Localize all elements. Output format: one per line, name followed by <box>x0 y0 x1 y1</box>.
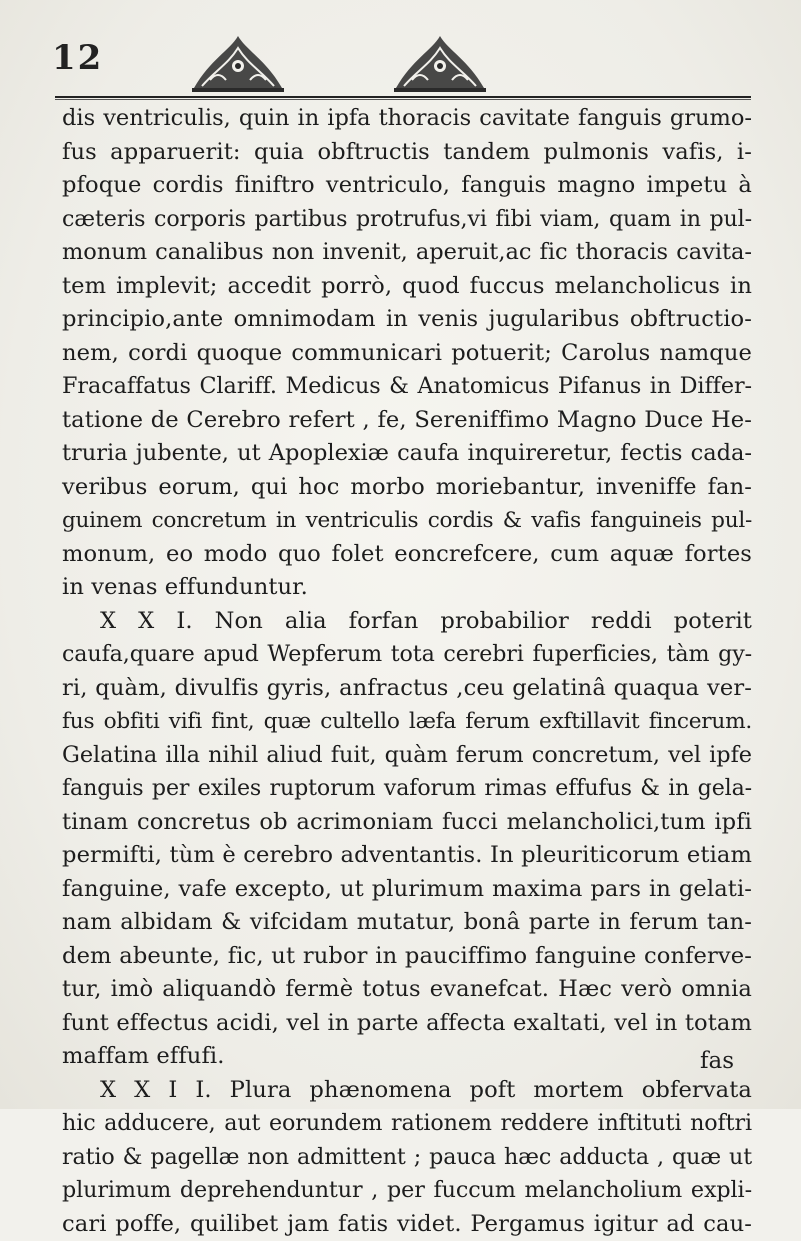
text-line: caufa,quare apud Wepferum tota cerebri fuperficies, tàm gy- <box>62 638 752 672</box>
section-heading-line: X X I I. Plura phænomena poft mortem obfervata <box>62 1074 752 1108</box>
text-line: truria jubente, ut Apoplexiæ caufa inquireretur, fectis cada- <box>62 437 752 471</box>
text-line: cari poffe, quilibet jam fatis videt. Pergamus igitur ad cau- <box>62 1208 752 1241</box>
catchword: fas <box>700 1048 734 1074</box>
text-line: pfoque cordis finiftro ventriculo, fanguis magno impetu à <box>62 169 752 203</box>
text-line: hic adducere, aut eorundem rationem reddere inftituti noftri <box>62 1107 752 1141</box>
text-line: tinam concretus ob acrimoniam fucci melancholici,tum ipfi <box>62 806 752 840</box>
text-line: in venas effunduntur. <box>62 571 752 605</box>
text-line: monum, eo modo quo folet eoncrefcere, cum aquæ fortes <box>62 538 752 572</box>
floral-ornament-icon <box>392 30 488 94</box>
text-line: plurimum deprehenduntur , per fuccum melancholium expli- <box>62 1174 752 1208</box>
text-line: Gelatina illa nihil aliud fuit, quàm ferum concretum, vel ipfe <box>62 739 752 773</box>
text-line: guinem concretum in ventriculis cordis & vafis fanguineis pul- <box>62 504 752 538</box>
page-number: 12 <box>52 38 103 78</box>
text-line: tur, imò aliquandò fermè totus evanefcat. Hæc verò omnia <box>62 973 752 1007</box>
text-line: funt effectus acidi, vel in parte affecta exaltati, vel in totam <box>62 1007 752 1041</box>
text-line: cæteris corporis partibus protrufus,vi fibi viam, quam in pul- <box>62 203 752 237</box>
text-line: permifti, tùm è cerebro adventantis. In pleuriticorum etiam <box>62 839 752 873</box>
text-line: fanguine, vafe excepto, ut plurimum maxima pars in gelati- <box>62 873 752 907</box>
text-line: nam albidam & vifcidam mutatur, bonâ parte in ferum tan- <box>62 906 752 940</box>
page-header <box>0 0 801 110</box>
text-line: veribus eorum, qui hoc morbo moriebantur, inveniffe fan- <box>62 471 752 505</box>
text-line: Fracaffatus Clariff. Medicus & Anatomicus Pifanus in Differ- <box>62 370 752 404</box>
text-line: tatione de Cerebro refert , fe, Sereniffimo Magno Duce He- <box>62 404 752 438</box>
text-line: fanguis per exiles ruptorum vaforum rimas effufus & in gela- <box>62 772 752 806</box>
header-rule <box>55 96 751 100</box>
text-line: dis ventriculis, quin in ipfa thoracis cavitate fanguis grumo- <box>62 102 752 136</box>
text-line: ratio & pagellæ non admittent ; pauca hæc adducta , quæ ut <box>62 1141 752 1175</box>
text-line: ri, quàm, divulfis gyris, anfractus ,ceu gelatinâ quaqua ver- <box>62 672 752 706</box>
text-line: dem abeunte, fic, ut rubor in pauciffimo fanguine conferve- <box>62 940 752 974</box>
text-line: nem, cordi quoque communicari potuerit; Carolus namque <box>62 337 752 371</box>
text-line: maffam effufi. <box>62 1040 752 1074</box>
text-line: fus obfiti vifi fint, quæ cultello læfa ferum exftillavit fincerum. <box>62 705 752 739</box>
floral-ornament-icon <box>190 30 286 94</box>
section-heading-line: X X I. Non alia forfan probabilior reddi poterit <box>62 605 752 639</box>
text-line: monum canalibus non invenit, aperuit,ac fic thoracis cavita- <box>62 236 752 270</box>
text-line: principio,ante omnimodam in venis jugularibus obftructio- <box>62 303 752 337</box>
body-text <box>62 102 752 1241</box>
text-line: tem implevit; accedit porrò, quod fuccus melancholicus in <box>62 270 752 304</box>
text-line: fus apparuerit: quia obftructis tandem pulmonis vafis, i- <box>62 136 752 170</box>
